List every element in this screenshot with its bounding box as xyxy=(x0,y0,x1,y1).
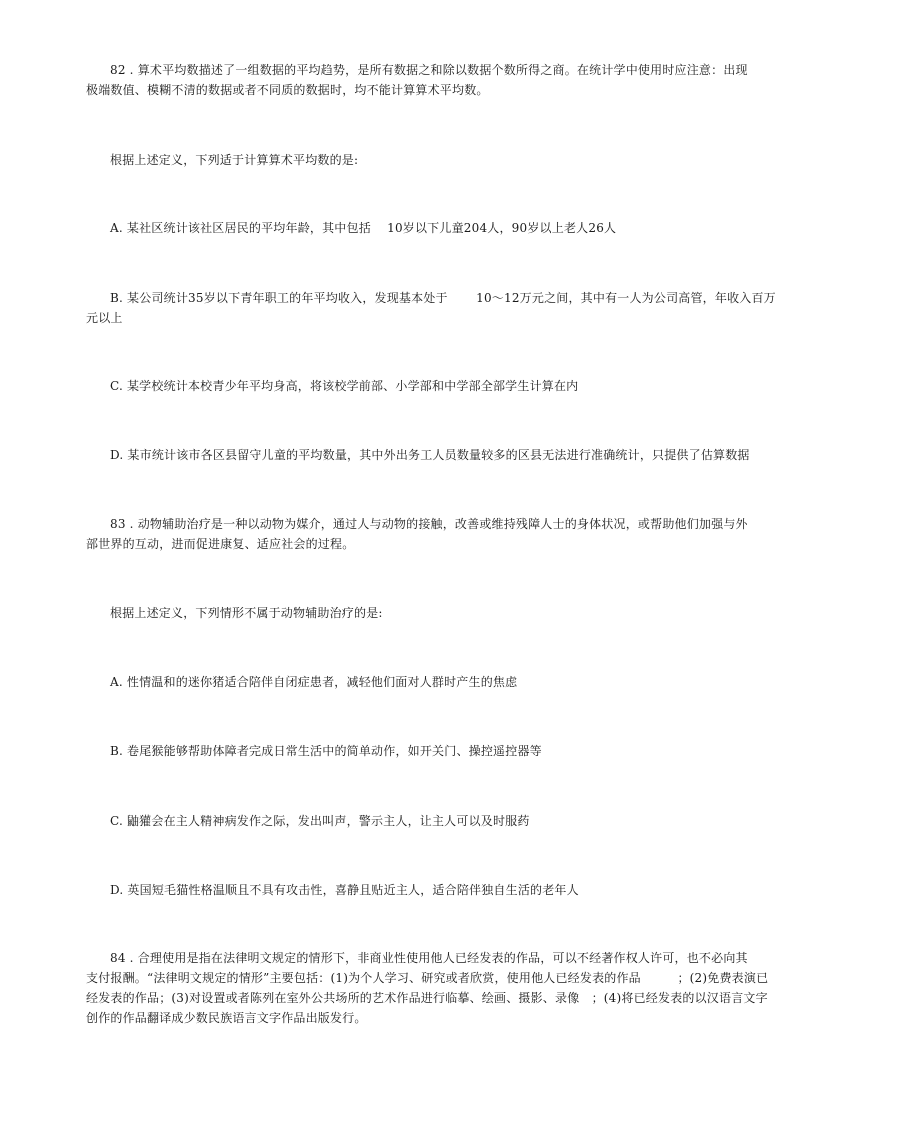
q82-option-c: C. 某学校统计本校青少年平均身高，将该校学前部、小学部和中学部全部学生计算在内 xyxy=(110,379,579,393)
q84-stem-line: 支付报酬。“法律明文规定的情形”主要包括：(1)为个人学习、研究或者欣赏，使用他人已经发表的作品 ；(2)免费表演已 xyxy=(86,971,769,985)
q82-option-b-line: 元以上 xyxy=(86,311,123,325)
q84-stem xyxy=(86,948,768,1028)
q83-stem xyxy=(86,514,748,554)
q84-stem-line: 创作的作品翻译成少数民族语言文字作品出版发行。 xyxy=(86,1011,367,1025)
q83-option-d: D. 英国短毛猫性格温顺且不具有攻击性，喜静且贴近主人，适合陪伴独自生活的老年人 xyxy=(110,883,579,897)
q82-option-a: A. 某社区统计该社区居民的平均年龄，其中包括 10岁以下儿童204人，90岁以上老人26人 xyxy=(110,221,617,235)
q82-option-b xyxy=(86,288,776,328)
q82-option-b-line: B. 某公司统计35岁以下青年职工的年平均收入，发现基本处于 10～12万元之间，其中有一人为公司高管，年收入百万 xyxy=(110,291,776,305)
q82-prompt: 根据上述定义，下列适于计算算术平均数的是: xyxy=(110,153,359,167)
q82-stem-line: 极端数值、模糊不清的数据或者不同质的数据时，均不能计算算术平均数。 xyxy=(86,83,489,97)
q83-option-c: C. 鼬獾会在主人精神病发作之际，发出叫声，警示主人，让主人可以及时服药 xyxy=(110,814,530,828)
q84-stem-line: 经发表的作品；(3)对设置或者陈列在室外公共场所的艺术作品进行临摹、绘画、摄影、录像 ；(4)将已经发表的以汉语言文字 xyxy=(86,991,768,1005)
q83-stem-line: 83 . 动物辅助治疗是一种以动物为媒介，通过人与动物的接触，改善或维持残障人士的身体状况，或帮助他们加强与外 xyxy=(110,517,748,531)
q82-stem xyxy=(86,60,748,100)
q83-prompt: 根据上述定义，下列情形不属于动物辅助治疗的是: xyxy=(110,606,383,620)
q83-option-b: B. 卷尾猴能够帮助体障者完成日常生活中的简单动作，如开关门、操控遥控器等 xyxy=(110,744,542,758)
q82-stem-line: 82 . 算术平均数描述了一组数据的平均趋势，是所有数据之和除以数据个数所得之商。在统计学中使用时应注意：出现 xyxy=(110,63,748,77)
q83-stem-line: 部世界的互动，进而促进康复、适应社会的过程。 xyxy=(86,537,355,551)
q83-option-a: A. 性情温和的迷你猪适合陪伴自闭症患者，减轻他们面对人群时产生的焦虑 xyxy=(110,675,518,689)
q84-stem-line: 84 . 合理使用是指在法律明文规定的情形下，非商业性使用他人已经发表的作品，可以不经著作权人许可，也不必向其 xyxy=(110,951,748,965)
q82-option-d: D. 某市统计该市各区县留守儿童的平均数量，其中外出务工人员数量较多的区县无法进行准确统计，只提供了估算数据 xyxy=(110,448,750,462)
